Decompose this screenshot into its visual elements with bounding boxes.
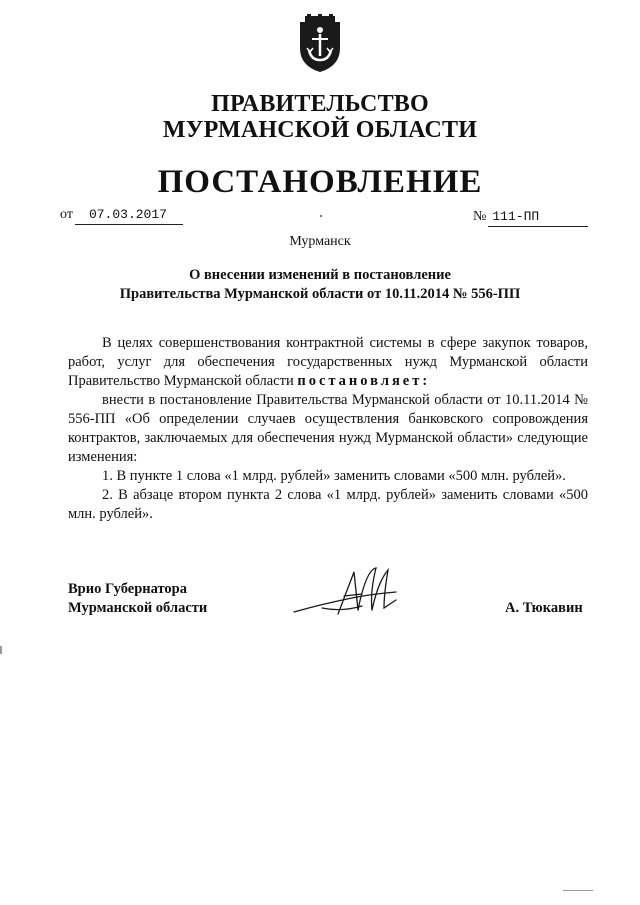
number-value: 111-ПП <box>488 208 588 227</box>
body-paragraph-preamble <box>68 334 588 391</box>
authority-name-line1: ПРАВИТЕЛЬСТВО <box>211 91 429 117</box>
scan-mark-bottom <box>563 890 593 891</box>
signatory-title-line2: Мурманской области <box>68 600 208 616</box>
signatory-name: А. Тюкавин <box>505 600 583 616</box>
number-prefix: № <box>473 209 487 224</box>
date-prefix: от <box>60 207 73 222</box>
subject-line2: Правительства Мурманской области от 10.11.2014 № 556-ПП <box>119 286 521 302</box>
document-type-title: ПОСТАНОВЛЕНИЕ <box>157 164 483 200</box>
signatory-title <box>68 580 207 618</box>
date-field <box>60 206 183 225</box>
preamble-text: В целях совершенствования контрактной системы в сфере закупок товаров, работ, услуг для обеспечения государственных нужд Мурманской области Правительство Мурманской области <box>68 335 588 389</box>
signatory-title-line1: Врио Губернатора <box>68 581 187 597</box>
document-subject <box>0 266 640 304</box>
subject-line1: О внесении изменений в постановление <box>189 267 451 283</box>
body-paragraph-item1: 1. В пункте 1 слова «1 млрд. рублей» заменить словами «500 млн. рублей». <box>102 468 566 484</box>
city-name: Мурманск <box>289 234 351 249</box>
document-body <box>68 334 588 524</box>
body-paragraph-resolution: внести в постановление Правительства Мурманской области от 10.11.2014 № 556-ПП «Об определении случаев осуществления банковского сопровождения контрактов, заключаемых для обеспечения нужд Мурманской области» следующие изменения: <box>68 392 588 465</box>
coat-of-arms-icon <box>297 14 343 74</box>
preamble-emphasis: постановляет: <box>297 373 431 389</box>
signature-icon <box>292 562 412 624</box>
date-value: 07.03.2017 <box>75 206 183 225</box>
scan-dot <box>320 215 322 217</box>
number-field <box>473 208 588 227</box>
body-paragraph-item2: 2. В абзаце втором пункта 2 слова «1 млрд. рублей» заменить словами «500 млн. рублей». <box>68 487 588 522</box>
authority-name-line2: МУРМАНСКОЙ ОБЛАСТИ <box>162 117 478 143</box>
scan-mark-left <box>0 646 2 654</box>
